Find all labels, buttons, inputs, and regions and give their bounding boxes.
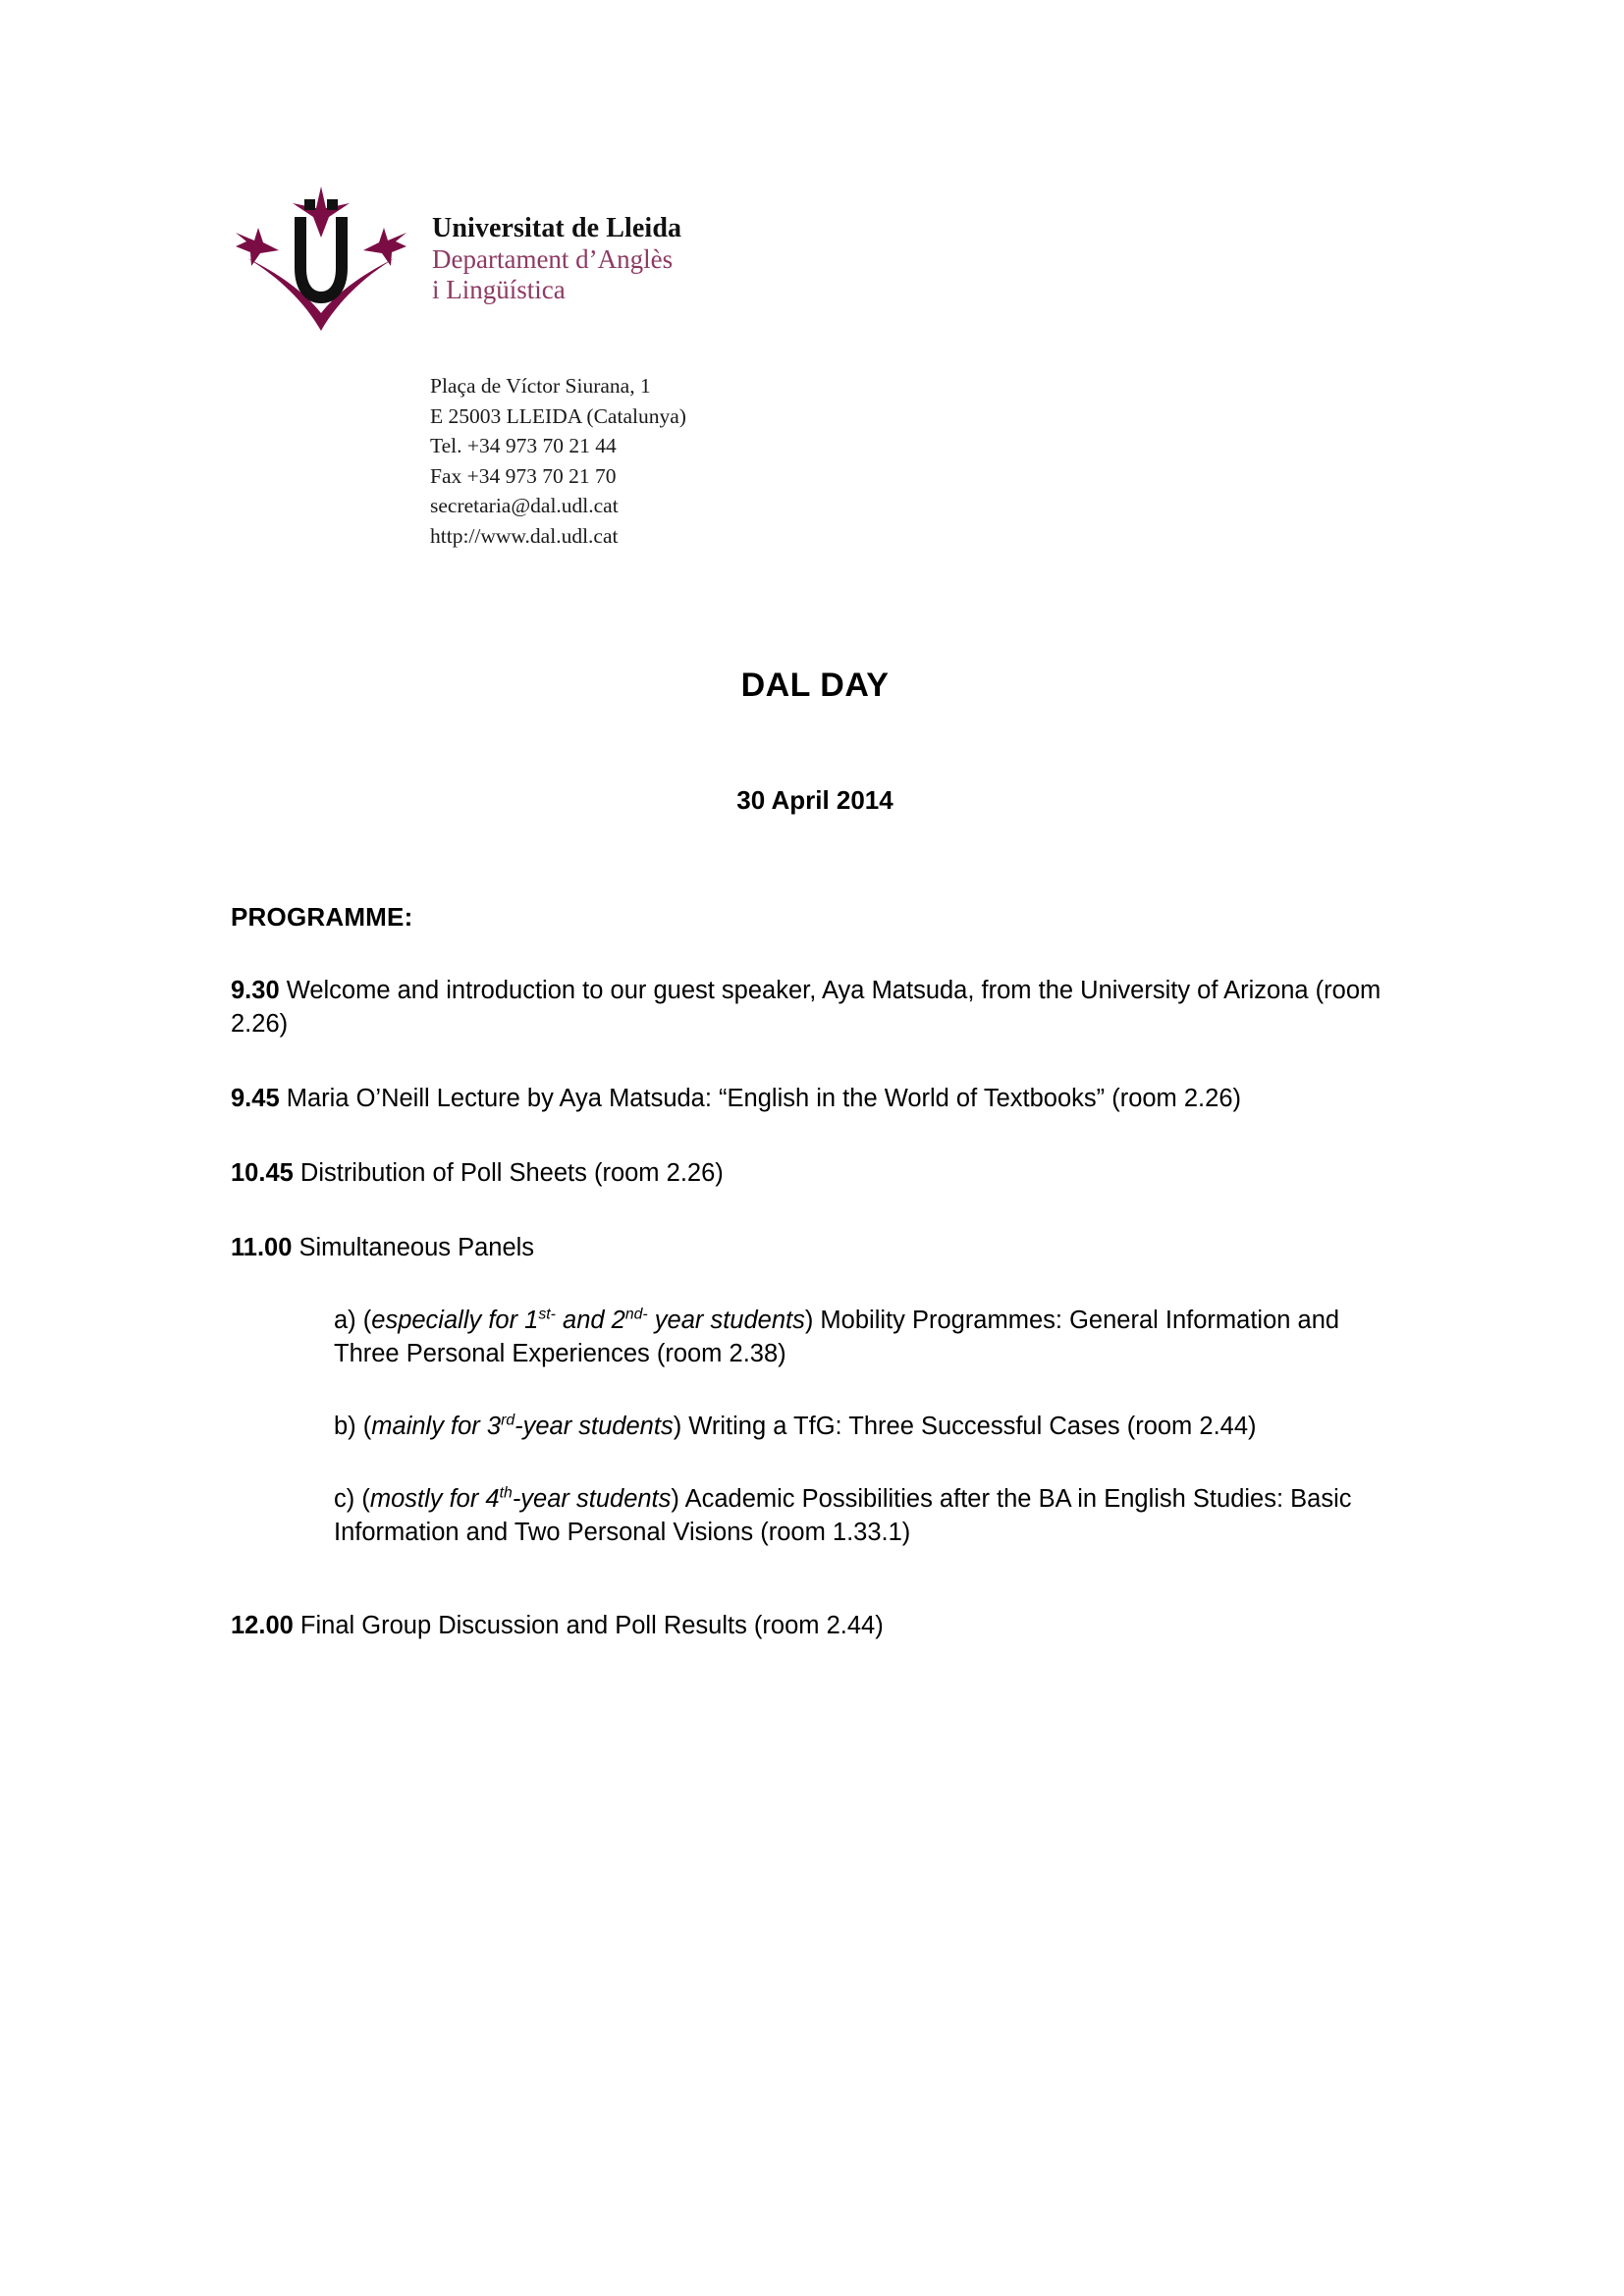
address-street: Plaça de Víctor Siurana, 1 (430, 374, 651, 398)
address-website: http://www.dal.udl.cat (430, 523, 619, 548)
entry-text: Welcome and introduction to our guest speaker, Aya Matsuda, from the University of Arizona (room 2.26) (231, 977, 1381, 1039)
panel-qualifier-pre: mainly for 3 (371, 1412, 502, 1440)
programme-heading: PROGRAMME: (231, 901, 413, 932)
panel-paren-open: ( (362, 1306, 372, 1334)
address-city: E 25003 LLEIDA (Catalunya) (430, 403, 686, 428)
address-email: secretaria@dal.udl.cat (430, 494, 619, 518)
programme-entry (231, 1191, 1399, 1265)
programme-entry (231, 1549, 1399, 1643)
panel-qualifier-post: -year students (514, 1412, 674, 1440)
university-name: Universitat de Lleida (432, 213, 682, 243)
entry-time: 10.45 (231, 1159, 294, 1188)
department-name-line2: i Lingüística (432, 275, 566, 305)
entry-text: Final Group Discussion and Poll Results (room 2.44) (293, 1612, 884, 1640)
panel-paren-close: ) (673, 1412, 682, 1440)
panel-ordinal-suffix-2: nd- (624, 1306, 648, 1323)
panel-qualifier-pre: mostly for 4 (369, 1484, 500, 1513)
entry-time: 9.45 (231, 1085, 280, 1113)
panel-item (334, 1444, 1399, 1550)
event-date: 30 April 2014 (736, 785, 893, 816)
panel-paren-close: ) (804, 1306, 814, 1334)
address-telephone: Tel. +34 973 70 21 44 (430, 434, 617, 458)
panel-description: Academic Possibilities after the BA in English Studies: Basic Information and Two Personal Visions (room 1.33.1) (334, 1484, 1352, 1546)
panel-qualifier-pre: especially for 1 (371, 1306, 539, 1334)
panel-description: Mobility Programmes: General Information and Three Personal Experiences (room 2.38) (334, 1306, 1340, 1367)
logo-row (228, 182, 915, 334)
department-name-line1: Departament d’Anglès (432, 243, 674, 274)
panel-qualifier (371, 1413, 673, 1440)
programme-entry (231, 1116, 1399, 1191)
panel-qualifier-post: -year students (512, 1484, 672, 1513)
programme-entry (231, 1041, 1399, 1116)
panel-label: b) (334, 1412, 363, 1440)
panel-item (334, 1371, 1399, 1444)
document-body (231, 664, 1399, 1643)
logo-wordmark (432, 182, 681, 306)
entry-text: Maria O’Neill Lecture by Aya Matsuda: “English in the World of Textbooks” (room 2.26) (279, 1085, 1241, 1113)
udl-u-crest-icon (228, 182, 414, 334)
panel-paren-open: ( (361, 1484, 370, 1513)
panel-qualifier-post: year students (647, 1306, 805, 1334)
panel-ordinal-suffix-1: th (499, 1484, 513, 1502)
panel-qualifier-mid: and 2 (555, 1306, 625, 1334)
panel-ordinal-suffix-1: st- (538, 1306, 556, 1323)
entry-time: 9.30 (231, 977, 280, 1005)
panel-qualifier (371, 1307, 805, 1334)
entry-time: 11.00 (231, 1234, 293, 1261)
letterhead (228, 182, 915, 334)
panel-label: a) (334, 1306, 363, 1334)
address-fax: Fax +34 973 70 21 70 (430, 463, 617, 488)
programme-entry (231, 934, 1399, 1041)
panel-paren-open: ( (362, 1412, 372, 1440)
entry-time: 12.00 (231, 1612, 294, 1640)
panel-label: c) (334, 1484, 362, 1513)
panel-paren-close: ) (671, 1484, 679, 1513)
panel-description: Writing a TfG: Three Successful Cases (room 2.44) (681, 1412, 1257, 1440)
panel-qualifier (370, 1485, 672, 1513)
panel-ordinal-suffix-1: rd (501, 1412, 515, 1429)
contact-address-block (430, 371, 686, 551)
panel-item (334, 1265, 1399, 1371)
entry-text: Simultaneous Panels (292, 1234, 535, 1261)
page-title: DAL DAY (740, 667, 890, 704)
entry-text: Distribution of Poll Sheets (room 2.26) (293, 1159, 724, 1188)
